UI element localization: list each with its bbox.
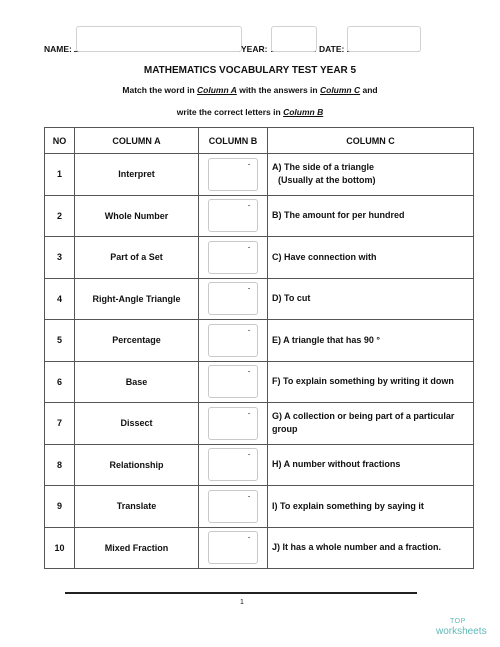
name-input[interactable] (76, 26, 242, 52)
row-number: 4 (45, 278, 75, 320)
definition-subtext: (Usually at the bottom) (278, 175, 376, 186)
answer-dropdown[interactable] (208, 448, 258, 481)
answer-dropdown[interactable] (208, 490, 258, 523)
column-a-term: Whole Number (75, 195, 199, 237)
answer-dropdown[interactable] (208, 199, 258, 232)
matching-table (44, 127, 474, 569)
table-row (45, 444, 474, 486)
row-number: 3 (45, 237, 75, 279)
column-a-term: Base (75, 361, 199, 403)
row-number: 8 (45, 444, 75, 486)
definition-text: F) To explain something by writing it down (272, 376, 454, 387)
column-b-cell (199, 403, 268, 445)
name-label: NAME: (44, 44, 72, 54)
instr-text: write the correct letters in (176, 107, 284, 117)
header-column-c: COLUMN C (268, 128, 474, 154)
definition-text: C) Have connection with (272, 251, 377, 262)
column-a-term: Percentage (75, 320, 199, 362)
header-no: NO (45, 128, 75, 154)
table-header-row (45, 128, 474, 154)
chevron-down-icon: ˇ (248, 496, 250, 503)
chevron-down-icon: ˇ (248, 247, 250, 254)
answer-dropdown[interactable] (208, 531, 258, 564)
column-c-definition (268, 361, 474, 403)
column-b-cell (199, 237, 268, 279)
definition-text: A) The side of a triangle (272, 162, 375, 173)
column-a-term: Relationship (75, 444, 199, 486)
instr-column-c: Column C (319, 85, 361, 95)
column-b-cell (199, 361, 268, 403)
column-b-cell (199, 527, 268, 569)
chevron-down-icon: ˇ (248, 289, 250, 296)
chevron-down-icon: ˇ (248, 413, 250, 420)
answer-dropdown[interactable] (208, 324, 258, 357)
column-b-cell (199, 278, 268, 320)
chevron-down-icon: ˇ (248, 164, 250, 171)
table-row (45, 403, 474, 445)
brand-top: TOP (450, 618, 466, 625)
table-row (45, 527, 474, 569)
worksheet-title: MATHEMATICS VOCABULARY TEST YEAR 5 (143, 65, 357, 76)
year-input[interactable] (271, 26, 317, 52)
column-a-term: Right-Angle Triangle (75, 278, 199, 320)
column-c-definition (268, 444, 474, 486)
table-row (45, 486, 474, 528)
student-info-header (44, 38, 464, 58)
instr-text: Match the word in (122, 85, 198, 95)
column-b-cell (199, 154, 268, 196)
column-a-term: Interpret (75, 154, 199, 196)
table-row (45, 237, 474, 279)
definition-text: D) To cut (272, 293, 311, 304)
header-column-a: COLUMN A (75, 128, 199, 154)
row-number: 9 (45, 486, 75, 528)
column-a-term: Mixed Fraction (75, 527, 199, 569)
column-a-term: Dissect (75, 403, 199, 445)
table-row (45, 278, 474, 320)
table-row (45, 154, 474, 196)
row-number: 6 (45, 361, 75, 403)
answer-dropdown[interactable] (208, 158, 258, 191)
column-b-cell (199, 444, 268, 486)
table-row (45, 195, 474, 237)
column-a-term: Part of a Set (75, 237, 199, 279)
answer-dropdown[interactable] (208, 241, 258, 274)
column-b-cell (199, 320, 268, 362)
definition-text: E) A triangle that has 90 ° (272, 334, 380, 345)
row-number: 5 (45, 320, 75, 362)
answer-dropdown[interactable] (208, 365, 258, 398)
row-number: 10 (45, 527, 75, 569)
instr-column-a: Column A (197, 85, 237, 95)
answer-dropdown[interactable] (208, 282, 258, 315)
instructions-line-2 (0, 107, 500, 117)
table-row (45, 361, 474, 403)
definition-text: J) It has a whole number and a fraction. (272, 542, 442, 553)
column-b-cell (199, 486, 268, 528)
instructions-line-1 (0, 85, 500, 95)
definition-text: G) A collection or being part of a particular group (272, 411, 455, 435)
date-label: DATE: (319, 44, 345, 54)
header-column-b: COLUMN B (199, 128, 268, 154)
column-a-term: Translate (75, 486, 199, 528)
chevron-down-icon: ˇ (248, 455, 250, 462)
definition-text: H) A number without fractions (272, 459, 401, 470)
row-number: 7 (45, 403, 75, 445)
column-c-definition (268, 154, 474, 196)
instr-column-b: Column B (283, 107, 324, 117)
column-c-definition (268, 195, 474, 237)
column-c-definition (268, 278, 474, 320)
instr-text: and (360, 85, 378, 95)
date-input[interactable] (347, 26, 421, 52)
year-label: YEAR: (241, 44, 268, 54)
answer-dropdown[interactable] (208, 407, 258, 440)
column-c-definition (268, 320, 474, 362)
row-number: 1 (45, 154, 75, 196)
instr-text: with the answers in (236, 85, 320, 95)
chevron-down-icon: ˇ (248, 330, 250, 337)
definition-text: B) The amount for per hundred (272, 210, 405, 221)
definition-text: I) To explain something by saying it (272, 500, 424, 511)
page-number: 1 (240, 599, 244, 606)
table-row (45, 320, 474, 362)
column-c-definition (268, 527, 474, 569)
brand-logo (436, 617, 496, 637)
chevron-down-icon: ˇ (248, 372, 250, 379)
row-number: 2 (45, 195, 75, 237)
column-b-cell (199, 195, 268, 237)
footer-rule (65, 592, 417, 594)
column-c-definition (268, 486, 474, 528)
column-c-definition (268, 403, 474, 445)
brand-name: worksheets (436, 626, 487, 637)
chevron-down-icon: ˇ (248, 538, 250, 545)
column-c-definition (268, 237, 474, 279)
chevron-down-icon: ˇ (248, 206, 250, 213)
